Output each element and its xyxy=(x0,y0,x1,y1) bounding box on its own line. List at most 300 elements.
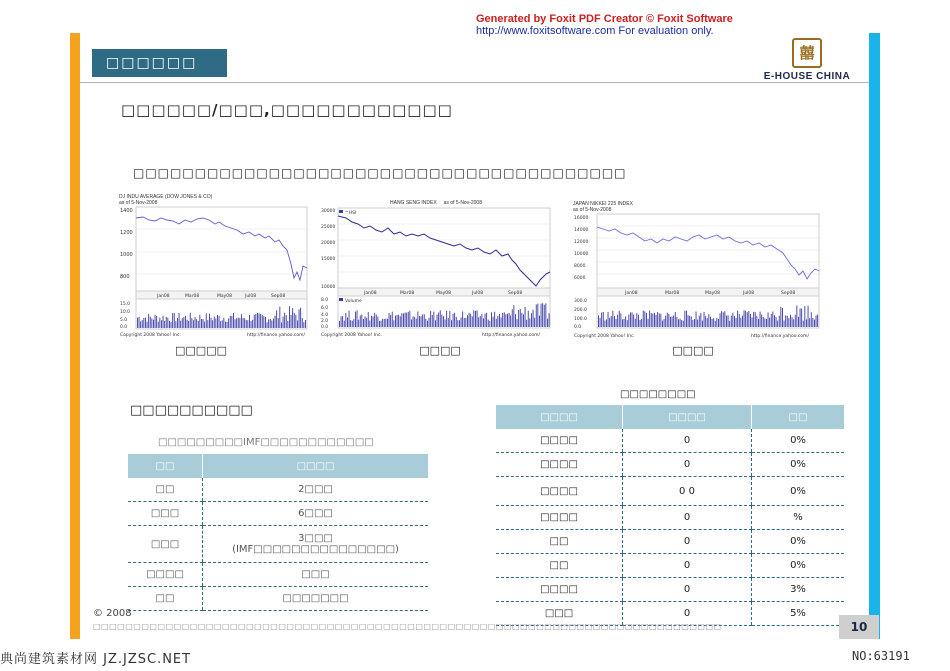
volume-bar xyxy=(672,317,673,327)
volume-bar xyxy=(763,317,764,327)
volume-bar xyxy=(480,316,481,327)
volume-bar xyxy=(302,318,303,328)
volume-bar xyxy=(502,313,503,327)
volume-bar xyxy=(195,317,196,328)
volume-bar xyxy=(784,320,785,327)
volume-bar xyxy=(509,313,510,327)
volume-bar xyxy=(438,313,439,328)
volume-bar xyxy=(251,321,252,328)
volume-bar xyxy=(493,317,494,327)
volume-bar xyxy=(715,321,716,327)
volume-bar xyxy=(707,318,708,327)
volume-bar xyxy=(342,316,343,327)
volume-bar xyxy=(241,314,242,328)
rates-header-cell: □□□□ xyxy=(623,405,752,429)
volume-bar xyxy=(640,320,641,327)
rates-title: □□□□□□□□ xyxy=(620,389,696,400)
volume-bar xyxy=(156,316,157,328)
table-row xyxy=(496,477,844,506)
volume-bar xyxy=(742,316,743,327)
volume-bar xyxy=(148,314,149,328)
volume-bar xyxy=(299,309,300,328)
volume-bar xyxy=(441,315,442,327)
page-number: 10 xyxy=(839,615,879,639)
chart-2-voltick: 4.0 xyxy=(321,313,329,318)
volume-bar xyxy=(513,305,514,327)
volume-bar xyxy=(196,319,197,328)
chart-meta-date: as of 5-Nov-2008 xyxy=(573,207,612,213)
volume-bar xyxy=(609,318,610,327)
chart-3-ytick: 6000 xyxy=(574,276,586,281)
table-row xyxy=(496,453,844,477)
volume-bar xyxy=(657,312,658,327)
volume-bar xyxy=(598,315,599,327)
volume-bar xyxy=(758,319,759,327)
volume-bar xyxy=(633,315,634,327)
volume-bar xyxy=(435,320,436,327)
volume-bar xyxy=(451,320,452,327)
volume-bar xyxy=(488,320,489,327)
volume-bar xyxy=(219,316,220,328)
volume-bar xyxy=(712,319,713,327)
volume-bar xyxy=(353,319,354,327)
policy-cell-line: (IMF□□□□□□□□□□□□□□□) xyxy=(232,544,399,555)
volume-bar xyxy=(651,313,652,327)
rates-cell: 5% xyxy=(752,602,845,626)
volume-bar xyxy=(188,321,189,328)
volume-bar xyxy=(462,311,463,327)
volume-bar xyxy=(804,306,805,327)
volume-bar xyxy=(424,314,425,327)
chart-1-voltick: 0.0 xyxy=(120,325,128,330)
volume-bar xyxy=(533,310,534,327)
volume-bar xyxy=(681,320,682,327)
table-row xyxy=(128,478,428,502)
volume-bar xyxy=(515,314,516,327)
volume-bar xyxy=(373,316,374,327)
volume-bar xyxy=(433,312,434,327)
volume-bar xyxy=(294,313,295,328)
volume-bar xyxy=(793,319,794,327)
chart-dow-jones-plot xyxy=(119,206,309,338)
volume-bar xyxy=(155,315,156,328)
chart-3-month: Jan08 xyxy=(625,291,638,296)
volume-bar xyxy=(400,316,401,327)
chart-3-voltick: 100.0 xyxy=(574,317,587,322)
id-watermark: NO:63191 xyxy=(852,649,910,663)
volume-bar xyxy=(201,319,202,328)
volume-bar xyxy=(688,315,689,327)
rates-cell: □□□□ xyxy=(496,578,623,602)
volume-bar xyxy=(166,317,167,328)
volume-bar xyxy=(699,316,700,327)
chart-1-month: Sep08 xyxy=(271,294,286,299)
volume-bar xyxy=(782,308,783,327)
volume-bar xyxy=(675,312,676,327)
volume-bar xyxy=(510,316,511,327)
volume-bar xyxy=(745,311,746,327)
volume-bar xyxy=(430,311,431,327)
rates-cell: 0 xyxy=(623,602,752,626)
chart-1-voltick: 15.0 xyxy=(120,302,131,307)
volume-bar xyxy=(670,317,671,327)
volume-bar xyxy=(398,315,399,327)
logo-text: E-HOUSE CHINA xyxy=(763,71,851,82)
volume-bar xyxy=(243,318,244,328)
volume-bar xyxy=(777,321,778,328)
chart-hang-seng xyxy=(320,200,552,340)
policy-note: □□□□□□□□□IMF□□□□□□□□□□□□ xyxy=(158,437,374,448)
volume-bar xyxy=(604,321,605,328)
volume-bar xyxy=(267,322,268,328)
volume-bar xyxy=(408,312,409,327)
volume-bar xyxy=(531,313,532,327)
volume-bar xyxy=(454,313,455,327)
chart-meta-title: JAPAN NIKKEI 225 INDEX xyxy=(573,201,633,207)
volume-bar xyxy=(803,321,804,327)
volume-bar xyxy=(180,321,181,328)
volume-bar xyxy=(350,320,351,327)
volume-bar xyxy=(491,312,492,327)
volume-bar xyxy=(286,315,287,328)
policy-header-cell: □□ xyxy=(128,454,203,478)
chart-hang-seng-caption: □□□□ xyxy=(419,344,461,357)
rates-cell: □□ xyxy=(496,530,623,554)
foxit-watermark-line2: http://www.foxitsoftware.com For evaluation only. xyxy=(476,25,714,37)
volume-bar xyxy=(137,318,138,328)
volume-bar xyxy=(147,322,148,328)
chart-meta-title: HANG SENG INDEX as of 5-Nov-2008 xyxy=(390,200,482,206)
chart-3-url: http://finance.yahoo.com/ xyxy=(751,334,810,339)
volume-bar xyxy=(220,321,221,328)
volume-bar xyxy=(382,319,383,327)
volume-bar xyxy=(175,321,176,328)
volume-bar xyxy=(632,312,633,327)
volume-bar xyxy=(467,315,468,327)
volume-bar xyxy=(739,314,740,327)
volume-bar xyxy=(603,312,604,327)
volume-bar xyxy=(437,315,438,328)
volume-bar xyxy=(768,312,769,327)
chart-3-ytick: 8000 xyxy=(574,264,586,269)
rates-header-cell: □□□□ xyxy=(496,405,623,429)
volume-bar xyxy=(696,312,697,328)
left-accent-bar xyxy=(70,33,80,639)
volume-bar xyxy=(190,313,191,328)
chart-nikkei-plot xyxy=(573,213,821,339)
volume-bar xyxy=(780,307,781,327)
right-accent-bar xyxy=(869,33,880,639)
volume-bar xyxy=(486,313,487,327)
chart-3-credit: Copyright 2008 Yahoo! Inc. xyxy=(574,334,635,339)
volume-bar xyxy=(360,315,361,327)
volume-bar xyxy=(387,319,388,327)
rates-cell: 0% xyxy=(752,453,845,477)
chart-1-month: Jul08 xyxy=(245,294,257,299)
volume-bar xyxy=(668,314,669,327)
volume-bar xyxy=(177,318,178,328)
volume-bar xyxy=(275,316,276,328)
rates-cell: 0% xyxy=(752,477,845,506)
chart-dow-jones xyxy=(119,194,309,340)
chart-2-month: Jul08 xyxy=(472,291,484,296)
chart-3-voltick: 200.0 xyxy=(574,308,587,313)
volume-bar xyxy=(270,319,271,328)
policy-title: □□□□□□□□□□ xyxy=(130,403,253,418)
rates-cell: 0 xyxy=(623,554,752,578)
rates-cell: 0 xyxy=(623,429,752,453)
volume-bar xyxy=(692,320,693,327)
chart-2-ytick: 30000 xyxy=(321,209,336,214)
policy-cell: □□□□□□□ xyxy=(203,587,429,611)
volume-bar xyxy=(459,320,460,327)
chart-meta-title: DJ INDU AVERAGE (DOW JONES & CO) xyxy=(119,194,213,200)
volume-bar xyxy=(528,311,529,327)
volume-bar xyxy=(445,319,446,327)
volume-bar xyxy=(421,316,422,327)
volume-bar xyxy=(341,316,342,327)
volume-bar xyxy=(747,312,748,327)
volume-bar xyxy=(809,318,810,327)
volume-bar xyxy=(608,312,609,327)
volume-bar xyxy=(379,321,380,327)
volume-bar xyxy=(689,316,690,327)
volume-bar xyxy=(300,308,301,328)
volume-bar xyxy=(600,318,601,327)
volume-bar xyxy=(785,316,786,328)
volume-bar xyxy=(536,304,537,327)
policy-cell xyxy=(203,526,429,563)
volume-bar xyxy=(729,321,730,327)
volume-bar xyxy=(405,313,406,327)
volume-bar xyxy=(145,318,146,329)
volume-bar xyxy=(606,319,607,327)
volume-bar xyxy=(736,318,737,327)
volume-bar xyxy=(499,314,500,327)
volume-bar xyxy=(453,314,454,327)
chart-meta-date: as of 5-Nov-2008 xyxy=(119,200,158,206)
volume-bar xyxy=(260,314,261,328)
volume-bar xyxy=(481,314,482,327)
volume-bar xyxy=(720,313,721,327)
volume-bar xyxy=(766,319,767,327)
table-row xyxy=(128,563,428,587)
chart-1-ytick: 1200 xyxy=(120,230,133,236)
logo-mark-icon: 囍 xyxy=(792,38,822,68)
volume-bar xyxy=(461,318,462,328)
slide-subheadline: □□□□□□□□□□□□□□□□□□□□□□□□□□□□□□□□□□□□□□□□ xyxy=(133,166,627,180)
volume-bar xyxy=(537,304,538,327)
table-row xyxy=(496,429,844,453)
volume-bar xyxy=(246,320,247,328)
volume-bar xyxy=(361,315,362,327)
volume-bar xyxy=(159,318,160,328)
volume-bar xyxy=(425,319,426,327)
volume-bar xyxy=(276,310,277,328)
chart-3-ytick: 14000 xyxy=(574,228,589,233)
rates-table xyxy=(496,405,844,626)
rates-cell: 0% xyxy=(752,429,845,453)
volume-bar xyxy=(752,317,753,327)
volume-bar xyxy=(401,313,402,327)
rates-cell: 0 xyxy=(623,453,752,477)
volume-bar xyxy=(409,311,410,327)
volume-bar xyxy=(483,318,484,327)
chart-2-voltick: 0.0 xyxy=(321,325,329,330)
volume-bar xyxy=(659,313,660,327)
volume-bar xyxy=(376,315,377,327)
table-row xyxy=(496,530,844,554)
volume-bar xyxy=(198,321,199,328)
volume-bar xyxy=(518,310,519,327)
volume-bar xyxy=(143,318,144,328)
policy-cell-line: 3□□□ xyxy=(298,533,333,544)
volume-bar xyxy=(816,315,817,327)
volume-bar xyxy=(443,316,444,327)
volume-bar xyxy=(652,314,653,327)
volume-bar xyxy=(667,313,668,327)
volume-bar xyxy=(654,313,655,327)
volume-bar xyxy=(686,311,687,327)
volume-bar xyxy=(501,317,502,327)
volume-bar xyxy=(734,316,735,327)
volume-bar xyxy=(485,314,486,327)
volume-bar xyxy=(638,315,639,327)
volume-bar xyxy=(541,304,542,327)
volume-bar xyxy=(392,312,393,327)
volume-bar xyxy=(249,315,250,328)
volume-bar xyxy=(740,318,741,327)
volume-bar xyxy=(395,316,396,327)
company-logo xyxy=(762,38,852,82)
table-row xyxy=(496,578,844,602)
volume-bar xyxy=(422,314,423,327)
volume-bar xyxy=(214,317,215,329)
volume-bar xyxy=(417,311,418,327)
volume-bar xyxy=(355,312,356,327)
volume-bar xyxy=(625,316,626,327)
volume-bar xyxy=(547,319,548,327)
volume-bar xyxy=(691,316,692,327)
volume-bar xyxy=(617,315,618,327)
policy-table xyxy=(128,454,428,611)
volume-bar xyxy=(549,313,550,327)
volume-bar xyxy=(446,311,447,327)
volume-bar xyxy=(297,320,298,328)
volume-bar xyxy=(660,314,661,327)
volume-bar xyxy=(347,317,348,327)
volume-bar xyxy=(622,319,623,327)
volume-bar xyxy=(704,312,705,327)
volume-bar xyxy=(753,312,754,327)
volume-bar xyxy=(489,321,490,327)
volume-bar xyxy=(377,317,378,327)
volume-bar xyxy=(358,320,359,327)
rates-cell: 0% xyxy=(752,554,845,578)
volume-bar xyxy=(676,317,677,327)
volume-bar xyxy=(161,320,162,328)
volume-bar xyxy=(718,319,719,327)
chart-1-url: http://finance.yahoo.com/ xyxy=(247,333,306,338)
chart-2-legend: ^HSI xyxy=(345,211,357,216)
table-row xyxy=(128,502,428,526)
volume-bar xyxy=(215,319,216,329)
volume-bar xyxy=(748,311,749,327)
rates-cell: 0 0 xyxy=(623,477,752,506)
volume-bar xyxy=(473,310,474,327)
volume-bar xyxy=(390,315,391,327)
rates-cell: 0 xyxy=(623,578,752,602)
volume-bar xyxy=(732,313,733,327)
volume-bar xyxy=(252,320,253,328)
volume-bar xyxy=(339,321,340,327)
header-divider xyxy=(80,82,869,83)
volume-bar xyxy=(779,316,780,327)
chart-1-month: Jan08 xyxy=(157,294,170,299)
table-row xyxy=(496,506,844,530)
table-row xyxy=(128,526,428,563)
volume-bar xyxy=(289,306,290,328)
volume-bar xyxy=(790,315,791,327)
volume-bar xyxy=(281,322,282,328)
volume-bar xyxy=(139,317,140,328)
volume-bar xyxy=(472,316,473,327)
policy-cell: □□□□ xyxy=(128,563,203,587)
volume-bar xyxy=(416,319,417,327)
volume-bar xyxy=(204,322,205,328)
volume-bar xyxy=(761,315,762,328)
volume-bar xyxy=(750,314,751,327)
volume-bar xyxy=(268,319,269,328)
volume-bar xyxy=(153,320,154,328)
volume-bar xyxy=(529,318,530,327)
volume-bar xyxy=(525,307,526,327)
volume-bar xyxy=(203,319,204,328)
rates-cell: 0 xyxy=(623,506,752,530)
chart-3-ytick: 10000 xyxy=(574,252,589,257)
volume-bar xyxy=(366,318,367,327)
volume-bar xyxy=(716,318,717,327)
volume-bar xyxy=(756,316,757,327)
volume-bar xyxy=(265,317,266,328)
volume-bar xyxy=(769,318,770,327)
volume-bar xyxy=(611,316,612,327)
volume-bar xyxy=(814,320,815,327)
volume-bar xyxy=(255,314,256,328)
volume-bar xyxy=(259,313,260,328)
volume-bar xyxy=(649,311,650,328)
chart-2-credit: Copyright 2008 Yahoo! Inc. xyxy=(321,333,382,338)
volume-bar xyxy=(708,314,709,327)
chart-2-month: Mar08 xyxy=(400,291,415,296)
section-title-tab: □□□□□□ xyxy=(92,49,227,77)
volume-bar xyxy=(211,318,212,328)
volume-bar xyxy=(545,303,546,327)
volume-bar xyxy=(776,317,777,327)
volume-bar xyxy=(403,313,404,327)
volume-bar xyxy=(806,319,807,327)
volume-bar xyxy=(504,312,505,327)
chart-1-month: Mar08 xyxy=(185,294,200,299)
table-row xyxy=(128,587,428,611)
volume-bar xyxy=(619,311,620,327)
volume-bar xyxy=(662,321,663,328)
volume-bar xyxy=(179,313,180,328)
volume-bar xyxy=(262,315,263,328)
volume-bar xyxy=(614,316,615,327)
volume-bar xyxy=(193,320,194,328)
volume-bar xyxy=(684,311,685,327)
